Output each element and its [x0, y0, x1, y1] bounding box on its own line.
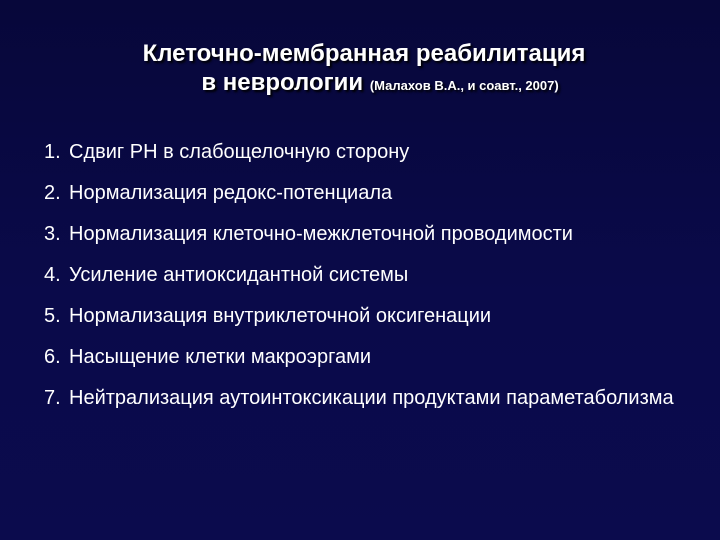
citation: (Малахов В.А., и соавт., 2007)	[369, 77, 559, 93]
item-text: Усиление антиоксидантной системы	[69, 264, 409, 286]
item-number: 5.	[44, 305, 61, 327]
item-text: Нормализация редокс-потенциала	[69, 182, 393, 204]
list-item	[44, 304, 704, 328]
title-line-1: Клеточно-мембранная реабилитация	[142, 40, 586, 67]
item-number: 2.	[44, 182, 61, 204]
list-item	[44, 263, 704, 287]
item-text: Насыщение клетки макроэргами	[69, 346, 372, 368]
slide-title	[0, 40, 720, 98]
item-number: 4.	[44, 264, 61, 286]
list-item	[44, 140, 704, 164]
list-item	[44, 345, 704, 369]
item-number: 7.	[44, 387, 61, 409]
item-number: 3.	[44, 223, 61, 245]
list-item	[44, 222, 704, 246]
item-text: Нормализация внутриклеточной оксигенации	[69, 305, 492, 327]
numbered-list	[44, 140, 704, 427]
list-item	[44, 386, 704, 410]
item-number: 1.	[44, 141, 61, 163]
title-line-2	[0, 69, 720, 98]
item-text: Нормализация клеточно-межклеточной проводимости	[69, 223, 573, 245]
list-item	[44, 181, 704, 205]
item-text: Сдвиг РН в слабощелочную сторону	[69, 141, 410, 163]
item-text: Нейтрализация аутоинтоксикации продуктами параметаболизма	[69, 387, 674, 409]
item-number: 6.	[44, 346, 61, 368]
title-line-2-text: в неврологии	[201, 68, 364, 96]
